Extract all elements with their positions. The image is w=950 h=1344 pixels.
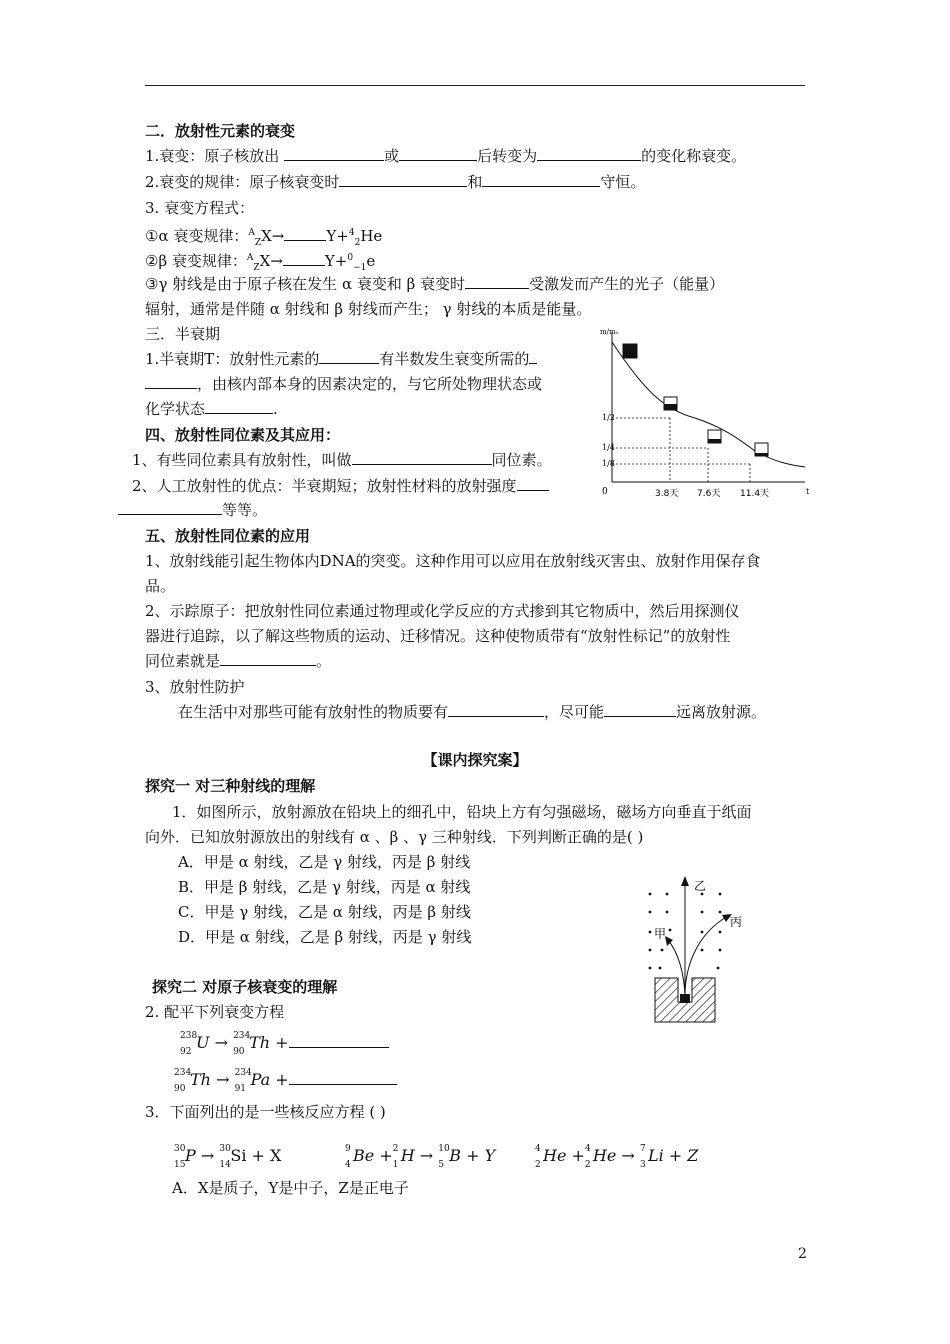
- text: 远离放射源。: [676, 703, 767, 721]
- symbol: P →: [185, 1146, 215, 1165]
- text-line: 器进行追踪，以了解这些物质的运动、迁移情况。这种使物质带有“放射性标记”的放射性: [145, 627, 731, 645]
- inquiry-heading: 【课内探究案】: [422, 751, 528, 769]
- section-title: 二．放射性元素的衰变: [145, 122, 296, 140]
- sample-half-fill: [664, 404, 677, 410]
- text: 后转变为: [477, 147, 538, 165]
- section-title: 四、放射性同位素及其应用：: [145, 426, 341, 444]
- radiation-source: [680, 994, 690, 1003]
- text-line: [145, 349, 537, 369]
- header-rule: [145, 85, 805, 86]
- nuclide: 2 1 H →: [392, 1144, 434, 1170]
- equation: 234 90 Th → 234 91 Pa +: [174, 1070, 397, 1090]
- symbol: Th: [190, 1070, 211, 1089]
- text-line: 1、放射线能引起生物体内DNA的突变。这种作用可以应用在放射线灭害虫、放射作用保存食: [145, 552, 761, 570]
- origin-label: 0: [602, 487, 608, 497]
- text-line: [132, 450, 552, 470]
- fill-blank[interactable]: [339, 172, 467, 187]
- text: 化学状态: [145, 400, 206, 418]
- x-tick-label: 3.8天: [655, 489, 679, 499]
- fill-blank[interactable]: [399, 146, 477, 161]
- fill-blank[interactable]: [352, 450, 492, 465]
- question-text: 向外．已知放射源放出的射线有 α 、β 、γ 三种射线．下列判断正确的是( ): [145, 828, 644, 846]
- text: 1.半衰期T：放射性元素的: [145, 350, 320, 368]
- nuclide: 234 90 Th: [233, 1031, 271, 1057]
- symbol: Pa: [250, 1070, 271, 1089]
- text-line: [145, 399, 278, 419]
- ray-label: 乙: [694, 879, 707, 893]
- fill-blank[interactable]: [517, 476, 549, 491]
- nuclide: 30 14 Si + X: [219, 1144, 282, 1170]
- text: ②β 衰变规律：: [145, 252, 247, 270]
- y-tick-label: 1/2: [602, 413, 615, 422]
- fill-blank[interactable]: [145, 374, 197, 389]
- text: ，由核内部本身的因素决定的，与它所处物理状态或: [197, 375, 543, 393]
- text-line: [118, 500, 267, 520]
- text: X→: [259, 252, 283, 270]
- equation: 238 92 U → 234 90 Th +: [180, 1033, 389, 1053]
- text-line: [145, 172, 645, 192]
- fill-blank[interactable]: [482, 172, 600, 187]
- text: 守恒。: [600, 173, 646, 191]
- symbol: Th: [249, 1033, 271, 1052]
- text: Y+: [324, 252, 348, 270]
- text: 有半数发生衰变所需的: [379, 350, 530, 368]
- text: He: [360, 227, 383, 245]
- symbol: U: [196, 1033, 210, 1052]
- reaction-2: [345, 1144, 496, 1170]
- subscript: −1: [353, 263, 367, 273]
- reaction-3: [535, 1144, 699, 1170]
- fill-blank[interactable]: [529, 349, 537, 364]
- y-tick-label: 1/4: [602, 443, 615, 452]
- symbol: H →: [400, 1146, 434, 1165]
- text-line: [145, 274, 724, 294]
- question-text: 3．下面列出的是一些核反应方程 ( ): [145, 1103, 386, 1121]
- nuclide: 234 91 Pa: [234, 1068, 271, 1094]
- option-d[interactable]: D．甲是 α 射线，乙是 β 射线，丙是 γ 射线: [178, 928, 472, 946]
- nuclide: 238 92 U: [180, 1031, 210, 1057]
- text-line: [145, 651, 331, 671]
- symbol: Si + X: [230, 1146, 282, 1165]
- symbol: He →: [592, 1146, 635, 1165]
- y-tick-label: 1/8: [602, 459, 615, 468]
- text-line: [145, 374, 542, 394]
- page-number: 2: [798, 1246, 807, 1262]
- ray-label: 丙: [730, 915, 743, 929]
- text-line: 辐射，通常是伴随 α 射线和 β 射线而产生； γ 射线的本质是能量。: [145, 300, 592, 318]
- symbol: B + Y: [449, 1146, 496, 1165]
- sample-full-icon: [623, 344, 637, 358]
- fill-blank[interactable]: [289, 1033, 389, 1048]
- ray-figure: [640, 872, 752, 1028]
- fill-blank[interactable]: [289, 1070, 397, 1085]
- fill-blank[interactable]: [284, 146, 384, 161]
- nuclide: 234 90 Th: [174, 1068, 211, 1094]
- section-title: 五、放射性同位素的应用: [145, 527, 311, 545]
- option-a[interactable]: A．X是质子，Y是中子，Z是正电子: [172, 1179, 409, 1197]
- option-c[interactable]: C．甲是 γ 射线，乙是 α 射线，丙是 β 射线: [178, 903, 471, 921]
- fill-blank[interactable]: [205, 399, 273, 414]
- text: 同位素就是: [145, 652, 221, 670]
- text: ③γ 射线是由于原子核在发生 α 衰变和 β 衰变时: [145, 275, 466, 293]
- text: 和: [467, 173, 483, 191]
- superscript: A: [248, 228, 255, 238]
- fill-blank[interactable]: [319, 349, 379, 364]
- question-text: 1．如图所示，放射源放在铅块上的细孔中，铅块上方有匀强磁场，磁场方向垂直于纸面: [172, 803, 752, 821]
- option-a[interactable]: A．甲是 α 射线，乙是 γ 射线，丙是 β 射线: [178, 853, 471, 871]
- sample-quarter-fill: [708, 439, 721, 443]
- fill-blank[interactable]: [448, 702, 544, 717]
- text: ，尽可能: [544, 703, 605, 721]
- text: 2、人工放射性的优点：半衰期短；放射性材料的放射强度: [132, 477, 517, 495]
- sample-eighth-fill: [755, 453, 768, 456]
- reaction-1: [174, 1144, 282, 1170]
- text-line: 3. 衰变方程式：: [145, 199, 255, 217]
- inquiry-title: 探究一 对三种射线的理解: [145, 777, 316, 795]
- fill-blank[interactable]: [220, 651, 316, 666]
- nuclide: 7 3 Li + Z: [639, 1144, 699, 1170]
- x-tick-label: 7.6天: [697, 489, 721, 499]
- superscript: A: [246, 253, 254, 263]
- subscript: 2: [354, 238, 361, 248]
- fill-blank[interactable]: [283, 251, 325, 266]
- text-line: 3、放射性防护: [145, 678, 245, 696]
- fill-blank[interactable]: [604, 702, 676, 717]
- text: 1、有些同位素具有放射性，叫做: [132, 451, 352, 469]
- text: 1.衰变：原子核放出: [145, 147, 285, 165]
- nuclide: 30 15 P →: [174, 1144, 215, 1170]
- subscript: Z: [254, 238, 262, 248]
- nuclide: 4 2 He +: [535, 1144, 585, 1170]
- superscript: 4: [348, 228, 355, 238]
- text: .: [273, 400, 278, 418]
- fill-blank[interactable]: [465, 274, 529, 289]
- text: 2.衰变的规律：原子核衰变时: [145, 173, 340, 191]
- text-line: 2、示踪原子：把放射性同位素通过物理或化学反应的方式掺到其它物质中，然后用探测仪: [145, 602, 740, 620]
- text: 同位素。: [491, 451, 552, 469]
- symbol: He +: [543, 1146, 585, 1165]
- text: 在生活中对那些可能有放射性的物质要有: [178, 703, 449, 721]
- text: Y+: [326, 227, 349, 245]
- fill-blank[interactable]: [118, 500, 222, 515]
- x-axis-end-label: t: [806, 487, 810, 496]
- symbol: Li + Z: [647, 1146, 699, 1165]
- question-text: 2. 配平下列衰变方程: [145, 1003, 285, 1021]
- nuclide: 10 5 B + Y: [438, 1144, 496, 1170]
- arrow-head-icon: [681, 876, 689, 886]
- subscript: Z: [253, 263, 260, 273]
- text: X→: [261, 227, 285, 245]
- superscript: 0: [347, 253, 354, 263]
- text: 。: [316, 652, 332, 670]
- section-title: 三．半衰期: [145, 325, 221, 343]
- fill-blank[interactable]: [284, 226, 326, 241]
- option-b[interactable]: B．甲是 β 射线，乙是 γ 射线，丙是 α 射线: [178, 878, 471, 896]
- text: ①α 衰变规律：: [145, 227, 249, 245]
- text-line: [132, 476, 549, 496]
- ray-label: 甲: [654, 927, 667, 941]
- text: e: [366, 252, 376, 270]
- text-line: [178, 702, 766, 722]
- text-line: [145, 146, 746, 166]
- x-tick-label: 11.4天: [740, 489, 770, 499]
- text: 受激发而产生的光子（能量）: [529, 275, 725, 293]
- nuclide: 4 2 He →: [584, 1144, 635, 1170]
- text: 等等。: [222, 501, 268, 519]
- y-axis-label: m/m₀: [600, 328, 619, 336]
- decay-chart: [590, 322, 815, 504]
- text: 的变化称衰变。: [641, 147, 747, 165]
- nuclide: 9 4 Be +: [345, 1144, 393, 1170]
- symbol: Be +: [353, 1146, 393, 1165]
- text-line: 品。: [145, 577, 176, 595]
- fill-blank[interactable]: [537, 146, 641, 161]
- text: 或: [384, 147, 400, 165]
- inquiry-title: 探究二 对原子核衰变的理解: [152, 978, 338, 996]
